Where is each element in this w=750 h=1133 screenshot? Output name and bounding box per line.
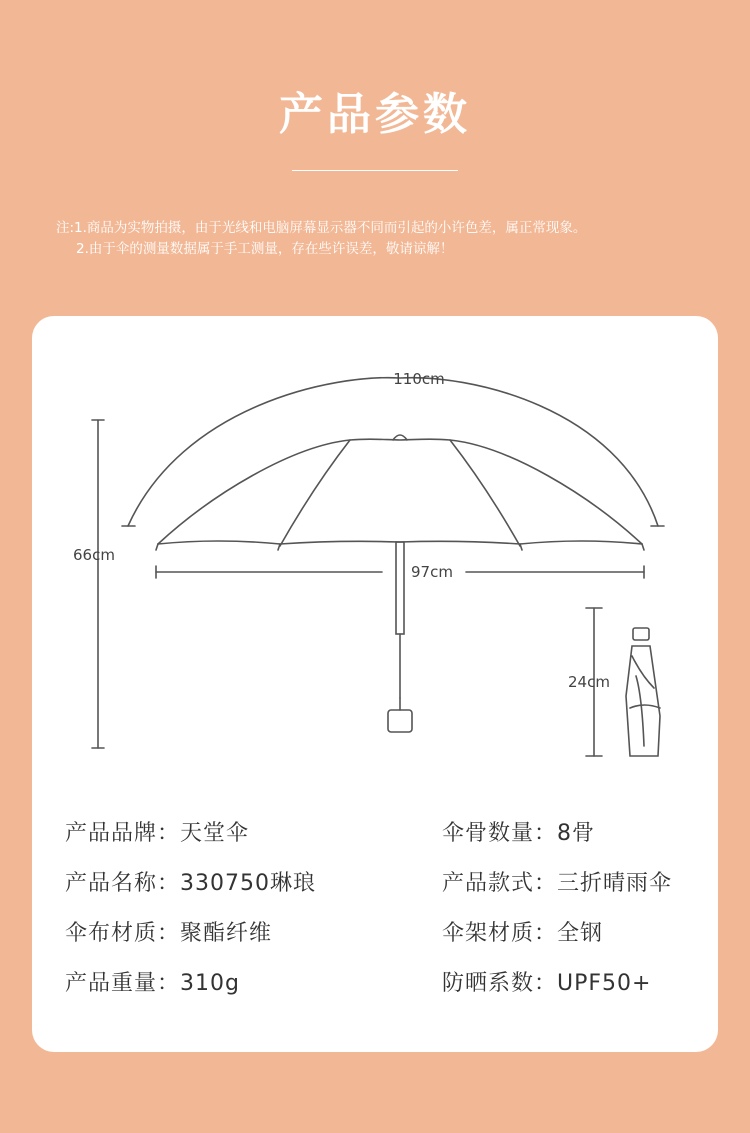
spec-list [65,816,705,1016]
rib-tip [520,544,522,550]
title-divider [292,170,458,171]
folded-length-label: 24cm [568,673,610,691]
spec-fabric: 伞布材质：聚酯纤维 [65,921,273,946]
spec-label: 防晒系数 [442,971,535,996]
spec-label: 伞架材质 [442,921,535,946]
spec-value: 310g [180,971,240,996]
spec-label: 产品款式 [442,871,535,896]
spec-ribs: 伞骨数量：8骨 [442,821,596,846]
arc-width-label: 110cm [393,370,445,388]
spec-frame: 伞架材质：全钢 [442,921,604,946]
spec-label: 产品名称 [65,871,158,896]
page-title: 产品参数 [279,89,471,140]
spec-label: 伞骨数量 [442,821,535,846]
rib-tip [156,544,158,550]
open-width-label: 97cm [411,563,453,581]
canopy-top-outline [158,439,642,544]
spec-value: 聚酯纤维 [180,921,273,946]
height-label: 66cm [73,546,115,564]
spec-brand: 产品品牌：天堂伞 [65,821,250,846]
rib-tip [642,544,644,550]
spec-label: 产品品牌 [65,821,158,846]
spec-uv: 防晒系数：UPF50+ [442,971,652,996]
folded-strap [630,705,660,708]
spec-value: 8骨 [557,821,596,846]
spec-name: 产品名称：330750琳琅 [65,871,317,896]
rib-tip [278,544,280,550]
spec-card [32,316,718,1052]
umbrella-dimension-diagram [32,316,718,796]
spec-value: 全钢 [557,921,604,946]
spec-label: 伞布材质 [65,921,158,946]
notes [56,218,736,260]
shaft-upper [396,542,404,634]
spec-weight: 产品重量：310g [65,971,240,996]
folded-fold-line [632,656,654,688]
note-line-2: 2.由于伞的测量数据属于手工测量，存在些许误差，敬请谅解！ [76,241,454,257]
folded-top-cap [633,628,649,640]
spec-label: 产品重量 [65,971,158,996]
handle [388,710,412,732]
spec-value: UPF50+ [557,971,652,996]
folded-fold-line [636,676,644,746]
spec-value: 三折晴雨伞 [557,871,673,896]
spec-value: 330750琳琅 [180,871,317,896]
note-line-1: 注:1.商品为实物拍摄，由于光线和电脑屏幕显示器不同而引起的小许色差，属正常现象。 [56,220,587,236]
spec-value: 天堂伞 [180,821,250,846]
spec-style: 产品款式：三折晴雨伞 [442,871,673,896]
